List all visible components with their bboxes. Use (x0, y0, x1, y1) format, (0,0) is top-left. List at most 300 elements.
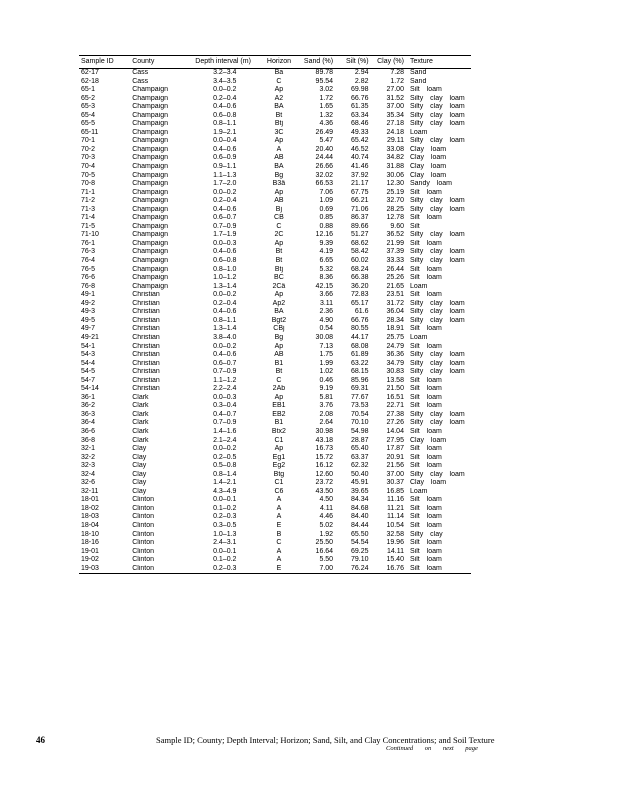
sand-cell: 89.78 (315, 69, 334, 76)
sand-cell: 4.90 (319, 316, 334, 324)
sample-id-cell: 49-5 (81, 316, 96, 324)
sample-id-cell: 65-11 (81, 128, 99, 136)
clay-cell: 27.38 (386, 410, 404, 418)
texture-cell: Silty clay loam (409, 231, 465, 239)
continued-note: Continued on next page (386, 745, 478, 752)
clay-cell: 28.34 (386, 316, 404, 324)
clay-cell: 33.08 (386, 145, 404, 153)
sample-id-cell: 71-5 (81, 222, 96, 230)
sample-id-cell: 65-5 (81, 120, 96, 128)
sample-id-cell: 18-02 (81, 504, 99, 512)
sample-id-cell: 32-1 (81, 445, 96, 453)
county-cell: Clay (132, 445, 147, 453)
depth-cell: 2.4–3.1 (213, 539, 237, 547)
depth-cell: 0.2–0.4 (213, 299, 237, 307)
sample-id-cell: 71-3 (81, 205, 96, 213)
county-cell: Champaign (132, 239, 169, 247)
sample-id-cell: 54-14 (81, 385, 99, 393)
horizon-cell: Bg (274, 333, 284, 341)
silt-cell: 54.98 (351, 427, 369, 435)
county-cell: Champaign (132, 188, 169, 196)
depth-cell: 0.4–0.7 (213, 410, 237, 418)
clay-cell: 20.91 (386, 453, 404, 461)
silt-cell: 46.52 (351, 145, 369, 153)
depth-cell: 0.0–0.3 (213, 239, 237, 247)
header-texture: Texture (409, 58, 433, 65)
table-row (79, 368, 471, 377)
sand-cell: 5.50 (319, 556, 334, 564)
texture-cell: Silt loam (409, 564, 442, 572)
sand-cell: 43.18 (315, 436, 334, 444)
texture-cell: Clay loam (409, 171, 447, 179)
texture-cell: Silty clay loam (409, 103, 465, 111)
depth-cell: 0.7–0.9 (213, 419, 237, 427)
sand-cell: 8.36 (319, 274, 334, 282)
county-cell: Champaign (132, 265, 169, 273)
sand-cell: 0.54 (319, 325, 334, 333)
table-row (79, 163, 471, 172)
table-row (79, 291, 471, 300)
texture-cell: Silt loam (409, 291, 442, 299)
depth-cell: 0.2–0.4 (213, 197, 237, 205)
sand-cell: 6.65 (319, 257, 334, 265)
silt-cell: 84.34 (351, 496, 369, 504)
horizon-cell: C1 (274, 479, 284, 487)
depth-cell: 0.2–0.3 (213, 513, 237, 521)
county-cell: Cass (132, 77, 149, 85)
depth-cell: 1.7–1.9 (213, 231, 237, 239)
county-cell: Clark (132, 402, 149, 410)
texture-cell: Loam (409, 333, 428, 341)
sand-cell: 5.02 (319, 521, 334, 529)
sand-cell: 4.36 (319, 120, 334, 128)
silt-cell: 41.46 (351, 163, 369, 171)
header-county: County (132, 58, 155, 65)
sample-id-cell: 49-21 (81, 333, 99, 341)
depth-cell: 0.0–0.2 (213, 291, 237, 299)
depth-cell: 1.0–1.3 (213, 530, 237, 538)
sand-cell: 1.75 (319, 351, 334, 359)
table-row (79, 266, 471, 275)
table-header-row (79, 56, 471, 68)
county-cell: Champaign (132, 120, 169, 128)
clay-cell: 13.58 (386, 376, 404, 384)
table-row (79, 445, 471, 454)
horizon-cell: E (276, 521, 282, 529)
county-cell: Clay (132, 462, 147, 470)
texture-cell: Silt loam (409, 496, 442, 504)
silt-cell: 85.96 (351, 376, 369, 384)
depth-cell: 0.7–0.9 (213, 368, 237, 376)
horizon-cell: Ap (274, 86, 284, 94)
sample-id-cell: 76-1 (81, 239, 96, 247)
table-row (79, 154, 471, 163)
sand-cell: 0.46 (319, 376, 334, 384)
sample-id-cell: 54-5 (81, 368, 96, 376)
table-row (79, 180, 471, 189)
sample-id-cell: 62-17 (81, 69, 99, 76)
texture-cell: Silty clay loam (409, 308, 465, 316)
horizon-cell: BA (274, 308, 284, 316)
horizon-cell: Ap (274, 393, 284, 401)
county-cell: Clinton (132, 539, 154, 547)
county-cell: Clinton (132, 513, 154, 521)
silt-cell: 63.37 (351, 453, 369, 461)
clay-cell: 36.36 (386, 351, 404, 359)
table-row (79, 69, 471, 78)
silt-cell: 63.22 (351, 359, 369, 367)
texture-cell: Silt loam (409, 214, 442, 222)
county-cell: Champaign (132, 205, 169, 213)
sand-cell: 43.50 (315, 487, 334, 495)
horizon-cell: Ba (274, 69, 284, 76)
texture-cell: Silt loam (409, 504, 442, 512)
clay-cell: 32.70 (386, 197, 404, 205)
texture-cell: Silty clay loam (409, 470, 465, 478)
horizon-cell: 2C (274, 231, 284, 239)
table-row (79, 308, 471, 317)
county-cell: Champaign (132, 103, 169, 111)
clay-cell: 30.06 (386, 171, 404, 179)
depth-cell: 3.8–4.0 (213, 333, 237, 341)
county-cell: Christian (132, 385, 160, 393)
horizon-cell: EB1 (272, 402, 286, 410)
horizon-cell: AB (274, 154, 284, 162)
silt-cell: 80.55 (351, 325, 369, 333)
sample-id-cell: 36-6 (81, 427, 96, 435)
table-bottom-rule (79, 573, 471, 574)
table-row (79, 112, 471, 121)
table-row (79, 343, 471, 352)
sample-id-cell: 32-11 (81, 487, 99, 495)
county-cell: Clinton (132, 564, 154, 572)
clay-cell: 1.72 (390, 77, 404, 85)
county-cell: Clay (132, 487, 147, 495)
sand-cell: 16.64 (315, 547, 334, 555)
texture-cell: Loam (409, 487, 428, 495)
silt-cell: 44.17 (351, 333, 369, 341)
texture-cell: Silt loam (409, 427, 442, 435)
clay-cell: 37.00 (386, 103, 404, 111)
depth-cell: 0.0–0.2 (213, 445, 237, 453)
clay-cell: 31.88 (386, 163, 404, 171)
sand-cell: 4.46 (319, 513, 334, 521)
clay-cell: 26.44 (386, 265, 404, 273)
depth-cell: 0.2–0.5 (213, 453, 237, 461)
silt-cell: 65.50 (351, 530, 369, 538)
county-cell: Clark (132, 410, 149, 418)
silt-cell: 68.46 (351, 120, 369, 128)
table-row (79, 206, 471, 215)
texture-cell: Silt loam (409, 539, 442, 547)
sand-cell: 1.09 (319, 197, 334, 205)
sample-id-cell: 18-04 (81, 521, 99, 529)
clay-cell: 36.04 (386, 308, 404, 316)
county-cell: Christian (132, 333, 160, 341)
table-row (79, 214, 471, 223)
horizon-cell: Btg (273, 470, 285, 478)
silt-cell: 66.76 (351, 94, 369, 102)
horizon-cell: B1 (274, 419, 284, 427)
sand-cell: 0.69 (319, 205, 334, 213)
texture-cell: Silt loam (409, 325, 442, 333)
table-row (79, 402, 471, 411)
silt-cell: 66.76 (351, 316, 369, 324)
sand-cell: 16.12 (315, 462, 334, 470)
clay-cell: 21.50 (386, 385, 404, 393)
table-row (79, 505, 471, 514)
horizon-cell: 2Câ (272, 282, 286, 290)
table-row (79, 78, 471, 87)
clay-cell: 32.58 (386, 530, 404, 538)
clay-cell: 18.91 (386, 325, 404, 333)
header-horizon: Horizon (266, 58, 292, 65)
clay-cell: 30.37 (386, 479, 404, 487)
table-row (79, 120, 471, 129)
clay-cell: 33.33 (386, 257, 404, 265)
sample-id-cell: 54-7 (81, 376, 96, 384)
clay-cell: 9.60 (390, 222, 404, 230)
silt-cell: 65.40 (351, 445, 369, 453)
horizon-cell: Bt (275, 368, 283, 376)
horizon-cell: B3â (272, 180, 286, 188)
sand-cell: 4.19 (319, 248, 334, 256)
horizon-cell: Eg1 (272, 453, 286, 461)
clay-cell: 21.56 (386, 462, 404, 470)
horizon-cell: Bj (275, 205, 283, 213)
horizon-cell: C1 (274, 436, 284, 444)
horizon-cell: Ap (274, 342, 284, 350)
sample-id-cell: 18-10 (81, 530, 99, 538)
county-cell: Clinton (132, 504, 154, 512)
table-row (79, 300, 471, 309)
table-body (79, 69, 471, 573)
depth-cell: 2.2–2.4 (213, 385, 237, 393)
silt-cell: 71.06 (351, 205, 369, 213)
silt-cell: 70.54 (351, 410, 369, 418)
texture-cell: Silty clay loam (409, 351, 465, 359)
table-row (79, 351, 471, 360)
clay-cell: 27.18 (386, 120, 404, 128)
silt-cell: 37.92 (351, 171, 369, 179)
depth-cell: 0.8–1.1 (213, 120, 237, 128)
depth-cell: 0.5–0.8 (213, 462, 237, 470)
sample-id-cell: 62-18 (81, 77, 99, 85)
table-row (79, 531, 471, 540)
page-number: 46 (36, 735, 45, 745)
depth-cell: 1.1–1.3 (213, 171, 237, 179)
table-row (79, 462, 471, 471)
sample-id-cell: 70-5 (81, 171, 96, 179)
table-row (79, 556, 471, 565)
texture-cell: Sand (409, 77, 427, 85)
sand-cell: 3.76 (319, 402, 334, 410)
depth-cell: 0.3–0.5 (213, 521, 237, 529)
sample-id-cell: 19-02 (81, 556, 99, 564)
texture-cell: Silty clay loam (409, 137, 465, 145)
texture-cell: Silty clay loam (409, 368, 465, 376)
texture-cell: Loam (409, 128, 428, 136)
horizon-cell: B1 (274, 359, 284, 367)
silt-cell: 28.87 (351, 436, 369, 444)
clay-cell: 35.34 (386, 111, 404, 119)
sample-id-cell: 71-4 (81, 214, 96, 222)
texture-cell: Silt loam (409, 453, 442, 461)
county-cell: Champaign (132, 214, 169, 222)
depth-cell: 0.0–0.1 (213, 547, 237, 555)
sand-cell: 42.15 (315, 282, 334, 290)
table-row (79, 437, 471, 446)
sample-id-cell: 54-3 (81, 351, 96, 359)
sample-id-cell: 76-3 (81, 248, 96, 256)
sand-cell: 2.08 (319, 410, 334, 418)
depth-cell: 0.0–0.4 (213, 137, 237, 145)
depth-cell: 0.8–1.1 (213, 316, 237, 324)
depth-cell: 3.4–3.5 (213, 77, 237, 85)
texture-cell: Silt loam (409, 445, 442, 453)
silt-cell: 45.91 (351, 479, 369, 487)
depth-cell: 0.6–0.8 (213, 257, 237, 265)
depth-cell: 0.8–1.0 (213, 265, 237, 273)
sand-cell: 5.81 (319, 393, 334, 401)
sample-id-cell: 65-1 (81, 86, 96, 94)
sand-cell: 2.64 (319, 419, 334, 427)
sand-cell: 12.60 (315, 470, 334, 478)
sand-cell: 0.88 (319, 222, 334, 230)
horizon-cell: E (276, 564, 282, 572)
texture-cell: Silty clay loam (409, 120, 465, 128)
clay-cell: 19.96 (386, 539, 404, 547)
sand-cell: 25.50 (315, 539, 334, 547)
table-row (79, 189, 471, 198)
horizon-cell: 3C (274, 128, 284, 136)
texture-cell: Silty clay loam (409, 359, 465, 367)
county-cell: Clinton (132, 496, 154, 504)
depth-cell: 0.4–0.6 (213, 248, 237, 256)
silt-cell: 67.75 (351, 188, 369, 196)
clay-cell: 12.78 (386, 214, 404, 222)
texture-cell: Silt loam (409, 402, 442, 410)
table-row (79, 454, 471, 463)
county-cell: Champaign (132, 137, 169, 145)
clay-cell: 37.39 (386, 248, 404, 256)
sample-id-cell: 71-10 (81, 231, 99, 239)
silt-cell: 69.31 (351, 385, 369, 393)
sample-id-cell: 36-2 (81, 402, 96, 410)
header-sample-id: Sample ID (81, 58, 114, 65)
county-cell: Champaign (132, 274, 169, 282)
clay-cell: 36.52 (386, 231, 404, 239)
horizon-cell: BA (274, 163, 284, 171)
county-cell: Clinton (132, 547, 154, 555)
texture-cell: Clay loam (409, 145, 447, 153)
table-row (79, 129, 471, 138)
table-row (79, 394, 471, 403)
clay-cell: 27.00 (386, 86, 404, 94)
clay-cell: 16.85 (386, 487, 404, 495)
county-cell: Christian (132, 376, 160, 384)
sample-id-cell: 76-5 (81, 265, 96, 273)
depth-cell: 1.3–1.4 (213, 325, 237, 333)
horizon-cell: Bt (275, 111, 283, 119)
clay-cell: 11.16 (386, 496, 404, 504)
county-cell: Christian (132, 342, 160, 350)
sand-cell: 30.98 (315, 427, 334, 435)
depth-cell: 0.0–0.1 (213, 496, 237, 504)
texture-cell: Silt loam (409, 547, 442, 555)
sample-id-cell: 49-7 (81, 325, 96, 333)
clay-cell: 7.28 (390, 69, 404, 76)
depth-cell: 1.9–2.1 (213, 128, 237, 136)
depth-cell: 0.2–0.4 (213, 94, 237, 102)
silt-cell: 39.65 (351, 487, 369, 495)
depth-cell: 1.7–2.0 (213, 180, 237, 188)
sample-id-cell: 71-2 (81, 197, 96, 205)
horizon-cell: EB2 (272, 410, 286, 418)
sand-cell: 30.08 (315, 333, 334, 341)
county-cell: Champaign (132, 111, 169, 119)
sand-cell: 16.73 (315, 445, 334, 453)
county-cell: Christian (132, 291, 160, 299)
table-row (79, 548, 471, 557)
silt-cell: 2.82 (354, 77, 369, 85)
texture-cell: Silt loam (409, 556, 442, 564)
clay-cell: 24.79 (386, 342, 404, 350)
sand-cell: 9.19 (319, 385, 334, 393)
table-row (79, 385, 471, 394)
silt-cell: 68.08 (351, 342, 369, 350)
silt-cell: 70.10 (351, 419, 369, 427)
depth-cell: 0.0–0.2 (213, 86, 237, 94)
horizon-cell: AB (274, 197, 284, 205)
texture-cell: Silt loam (409, 342, 442, 350)
horizon-cell: CB (274, 214, 284, 222)
horizon-cell: Btx2 (271, 427, 286, 435)
table-row (79, 283, 471, 292)
table-row (79, 522, 471, 531)
clay-cell: 37.00 (386, 470, 404, 478)
clay-cell: 28.25 (386, 205, 404, 213)
texture-cell: Clay loam (409, 436, 447, 444)
depth-cell: 0.0–0.2 (213, 188, 237, 196)
table-row (79, 103, 471, 112)
horizon-cell: Bt (275, 248, 283, 256)
depth-cell: 1.1–1.2 (213, 376, 237, 384)
sample-id-cell: 32-2 (81, 453, 96, 461)
table-row (79, 377, 471, 386)
county-cell: Champaign (132, 163, 169, 171)
sample-id-cell: 76-4 (81, 257, 96, 265)
sand-cell: 66.53 (315, 180, 334, 188)
table-row (79, 223, 471, 232)
horizon-cell: BA (274, 103, 284, 111)
clay-cell: 27.26 (386, 419, 404, 427)
table-row (79, 496, 471, 505)
table-row (79, 240, 471, 249)
horizon-cell: Ap (274, 137, 284, 145)
clay-cell: 30.83 (386, 368, 404, 376)
depth-cell: 4.3–4.9 (213, 487, 237, 495)
sample-id-cell: 36-4 (81, 419, 96, 427)
table-row (79, 539, 471, 548)
table-row (79, 257, 471, 266)
clay-cell: 22.71 (386, 402, 404, 410)
texture-cell: Silty clay loam (409, 257, 465, 265)
table-row (79, 95, 471, 104)
sand-cell: 12.16 (315, 231, 334, 239)
silt-cell: 84.40 (351, 513, 369, 521)
silt-cell: 61.89 (351, 351, 369, 359)
